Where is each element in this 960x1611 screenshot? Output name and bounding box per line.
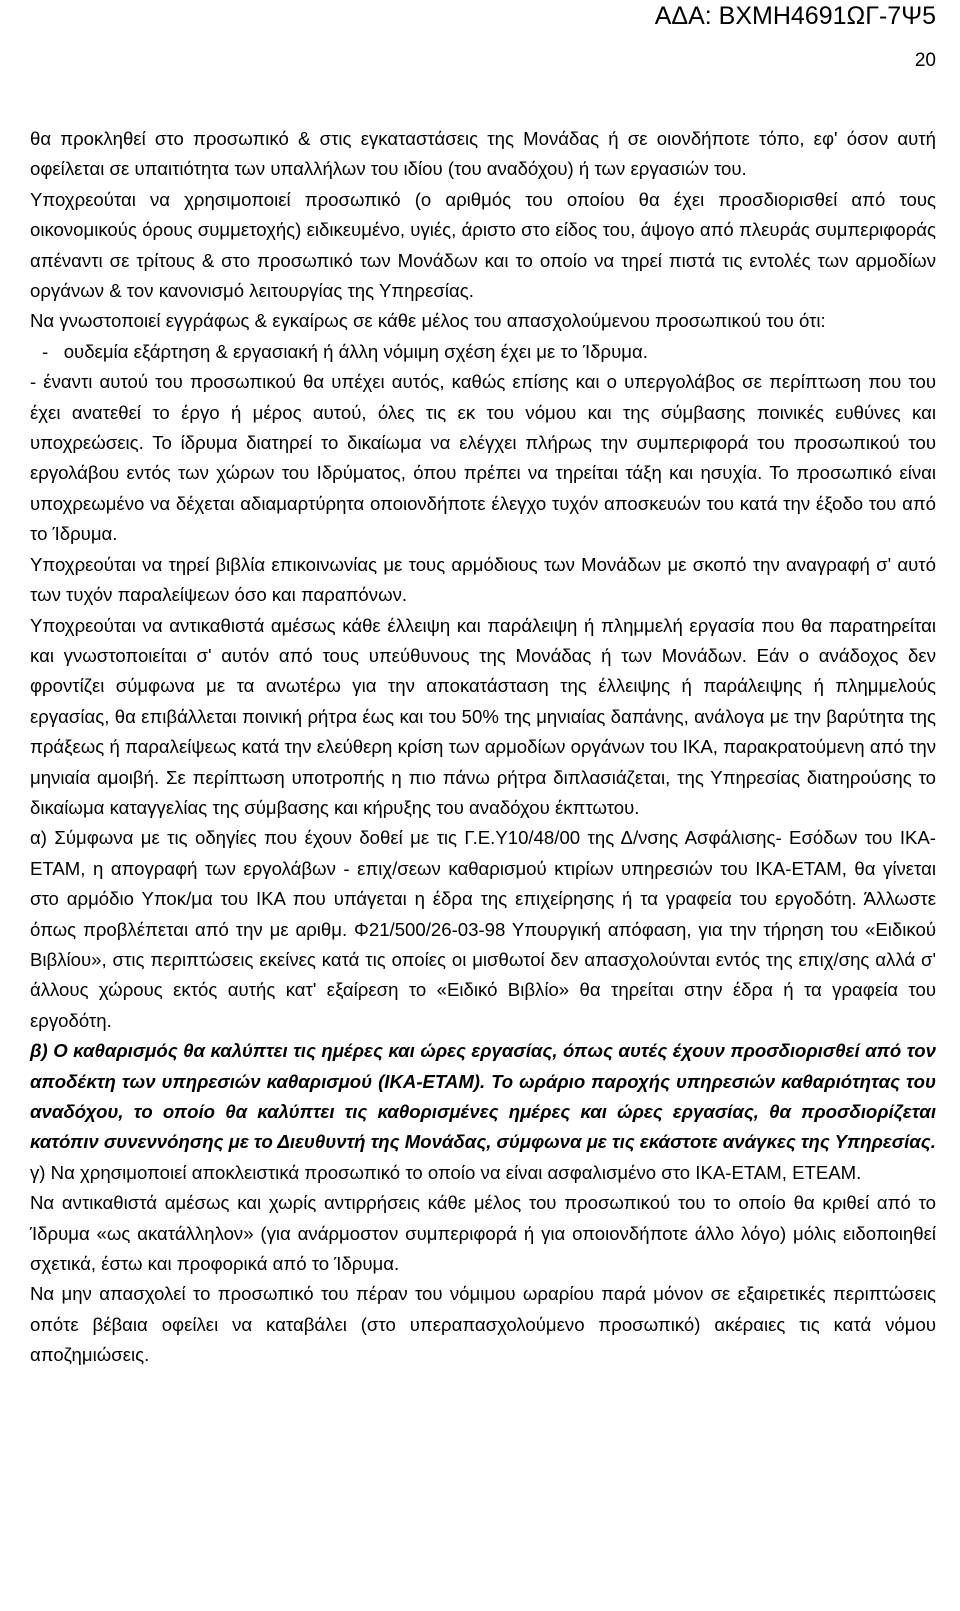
- dash-item-paragraph: - έναντι αυτού του προσωπικού θα υπέχει αυτός, καθώς επίσης και ο υπεργολάβος σε περίπτωση που του έχει ανατεθεί το έργο ή μέρος αυτού, όλες τις εκ του νόμου και της σύμβασης ποινικές ευθύνες και υποχρεώσεις. Το ίδρυμα διατηρεί το δικαίωμα να ελέγχει πλήρως την συμπεριφορά του προσωπικού του εργολάβου εντός των χώρων του Ιδρύματος, όπου πρέπει να τηρείται τάξη και ησυχία. Το προσωπικό είναι υποχρεωμένο να δέχεται αδιαμαρτύρητα οποιονδήποτε έλεγχο τυχόν αποσκευών του κατά την έξοδο του από το Ίδρυμα.: [30, 371, 936, 545]
- list-item-text: α) Σύμφωνα με τις οδηγίες που έχουν δοθεί με τις Γ.Ε.Υ10/48/00 της Δ/νσης Ασφάλισης- Εσόδων του ΙΚΑ-ΕΤΑΜ, η απογραφή των εργολάβων - επιχ/σεων καθαρισμού κτιρίων υπηρεσιών του ΙΚΑ-ΕΤΑΜ, θα γίνεται στο αρμόδιο Υποκ/μα του ΙΚΑ που υπάγεται η έδρα της επιχείρησης ή τα γραφεία του εργοδότη. Άλλωστε όπως προβλέπεται από την με αριθμ. Φ21/500/26-03-98 Υπουργική απόφαση, για την τήρηση του «Ειδικού Βιβλίου», στις περιπτώσεις εκείνες κατά τις οποίες οι μισθωτοί δεν απασχολούνται εντός της επιχ/σης αλλά σ' άλλους χώρους εκτός αυτής κατ' εξαίρεση το «Ειδικό Βιβλίο» θα τηρείται στην έδρα ή τα γραφεία του εργοδότη.: [30, 827, 936, 1031]
- list-item-text: Υποχρεούται να χρησιμοποιεί προσωπικό (ο αριθμός του οποίου θα έχει προσδιορισθεί από τους οικονομικούς όρους συμμετοχής) ειδικευμένο, υγιές, άριστο στο είδος του, άψογο από πλευράς συμπεριφοράς απέναντι σε τρίτους & στο προσωπικό των Μονάδων και το οποίο να τηρεί πιστά τις εντολές των αρμοδίων οργάνων & τον κανονισμό λειτουργίας της Υπηρεσίας.: [30, 188, 936, 302]
- list-number: [8, 185, 30, 215]
- paragraph-continuation: θα προκληθεί στο προσωπικό & στις εγκαταστάσεις της Μονάδας ή σε οιονδήποτε τόπο, εφ' όσον αυτή οφείλεται σε υπαιτιότητα των υπαλλήλων του ιδίου (του αναδόχου) ή των εργασιών του.: [30, 128, 936, 180]
- dash-item: - ουδεμία εξάρτηση & εργασιακή ή άλλη νόμιμη σχέση έχει με το Ίδρυμα.: [42, 340, 648, 362]
- ada-header: ΑΔΑ: ΒΧΜΗ4691ΩΓ-7Ψ5: [654, 2, 936, 30]
- list-item-4: [8, 306, 936, 336]
- bold-paragraph: β) Ο καθαρισμός θα καλύπτει τις ημέρες και ώρες εργασίας, όπως αυτές έχουν προσδιορισθεί από τον αποδέκτη των υπηρεσιών καθαρισμού (ΙΚΑ-ΕΤΑΜ). Το ωράριο παροχής υπηρεσιών καθαριότητας του αναδόχου, το οποίο θα καλύπτει τις καθορισμένες ημέρες και ώρες εργασίας, θα προσδιορίζεται κατόπιν συνεννόησης με το Διευθυντή της Μονάδας, σύμφωνα με τις εκάστοτε ανάγκες της Υπηρεσίας.: [30, 1040, 936, 1153]
- document-body: [30, 124, 936, 1371]
- list-number: [8, 550, 30, 580]
- list-number: [8, 306, 30, 336]
- list-number: [8, 611, 30, 641]
- list-item-6: [8, 611, 936, 824]
- list-item-text: Να γνωστοποιεί εγγράφως & εγκαίρως σε κάθε μέλος του απασχολούμενου προσωπικού του ότι:: [30, 310, 826, 332]
- page-number: 20: [914, 50, 936, 71]
- paragraph-replacement: Να αντικαθιστά αμέσως και χωρίς αντιρρήσεις κάθε μέλος του προσωπικού του το οποίο θα κριθεί από το Ίδρυμα «ως ακατάλληλον» (για ανάρμοστον συμπεριφορά ή για οποιονδήποτε άλλο λόγο) μόλις ειδοποιηθεί σχετικά, έστω και προφορικά από το Ίδρυμα.: [30, 1192, 936, 1275]
- list-number: [8, 823, 30, 853]
- list-item-7: [8, 823, 936, 1036]
- list-item-3: [8, 185, 936, 307]
- list-item-5: [8, 550, 936, 611]
- list-item-text: Υποχρεούται να αντικαθιστά αμέσως κάθε έλλειψη και παράλειψη ή πλημμελή εργασία που θα παρατηρείται και γνωστοποιείται σ' αυτόν από τους υπεύθυνους της Μονάδας ή των Μονάδων. Εάν ο ανάδοχος δεν φροντίζει σύμφωνα με τα ανωτέρω για την αποκατάσταση της έλλειψης ή παράλειψης ή πλημμελούς εργασίας, θα επιβάλλεται ποινική ρήτρα έως και του 50% της μηνιαίας δαπάνης, ανάλογα με την βαρύτητα της πράξεως ή παραλείψεως κατά την ελεύθερη κρίση των αρμοδίων οργάνων του ΙΚΑ, παρακρατούμενη από την μηνιαία αμοιβή. Σε περίπτωση υποτροπής η πιο πάνω ρήτρα διπλασιάζεται, της Υπηρεσίας διατηρούσης το δικαίωμα καταγγελίας της σύμβασης και κήρυξης του αναδόχου έκπτωτου.: [30, 614, 936, 818]
- list-item-text: Υποχρεούται να τηρεί βιβλία επικοινωνίας με τους αρμόδιους των Μονάδων με σκοπό την αναγραφή σ' αυτό των τυχόν παραλείψεων όσο και παραπόνων.: [30, 553, 936, 606]
- paragraph-overtime: Να μην απασχολεί το προσωπικό του πέραν του νόμιμου ωραρίου παρά μόνον σε εξαιρετικές περιπτώσεις οπότε βέβαια οφείλει να καταβάλει (στο υπεραπασχολούμενο προσωπικό) ακέραιες τις κατά νόμου αποζημιώσεις.: [30, 1283, 936, 1366]
- paragraph-gamma: γ) Να χρησιμοποιεί αποκλειστικά προσωπικό το οποίο να είναι ασφαλισμένο στο ΙΚΑ-ΕΤΑΜ, ΕΤΕΑΜ.: [30, 1161, 862, 1183]
